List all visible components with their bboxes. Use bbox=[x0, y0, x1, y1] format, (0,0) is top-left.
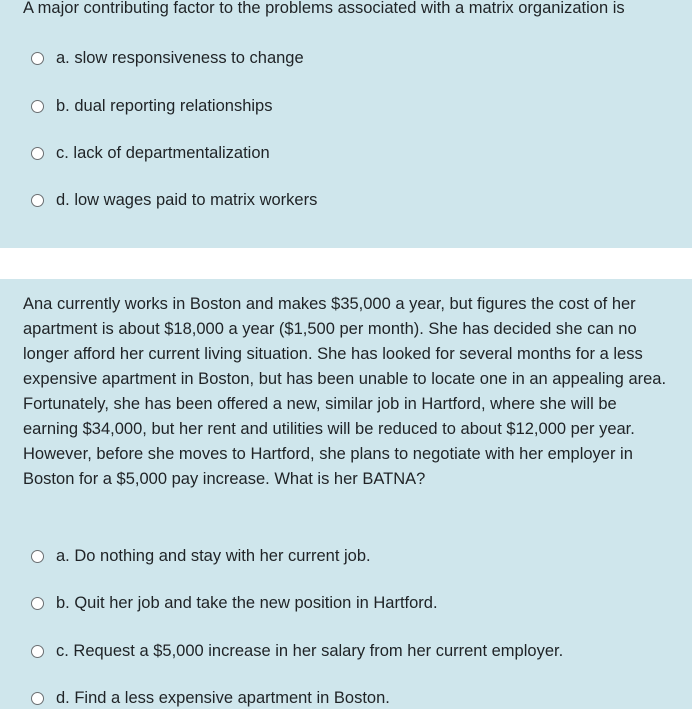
question-1-option-d[interactable] bbox=[31, 188, 317, 212]
option-label: d. Find a less expensive apartment in Boston. bbox=[56, 688, 390, 707]
radio-button[interactable] bbox=[31, 692, 44, 705]
option-label: b. dual reporting relationships bbox=[56, 96, 273, 115]
radio-button[interactable] bbox=[31, 194, 44, 207]
option-label: b. Quit her job and take the new position in Hartford. bbox=[56, 593, 438, 612]
radio-button[interactable] bbox=[31, 645, 44, 658]
question-1-text: A major contributing factor to the problems associated with a matrix organization is bbox=[23, 0, 625, 17]
option-label: c. lack of departmentalization bbox=[56, 143, 270, 162]
question-2-option-a[interactable] bbox=[31, 544, 371, 568]
question-2-option-d[interactable] bbox=[31, 686, 390, 710]
option-label: a. slow responsiveness to change bbox=[56, 48, 304, 67]
option-label: a. Do nothing and stay with her current job. bbox=[56, 546, 371, 565]
question-2-option-c[interactable] bbox=[31, 639, 563, 663]
radio-button[interactable] bbox=[31, 597, 44, 610]
radio-button[interactable] bbox=[31, 147, 44, 160]
question-1-option-a[interactable] bbox=[31, 46, 304, 70]
option-label: c. Request a $5,000 increase in her salary from her current employer. bbox=[56, 641, 564, 660]
radio-button[interactable] bbox=[31, 100, 44, 113]
radio-button[interactable] bbox=[31, 550, 44, 563]
radio-button[interactable] bbox=[31, 52, 44, 65]
option-label: d. low wages paid to matrix workers bbox=[56, 190, 318, 209]
question-2-text: Ana currently works in Boston and makes $35,000 a year, but figures the cost of her apartment is about $18,000 a year ($1,500 per month). She has decided she can no longer afford her current living situation. She has looked for several months for a less expensive apartment in Boston, but has been unable to locate one in an appealing area. Fortunately, she has been offered a new, similar job in Hartford, where she will be earning $34,000, but her rent and utilities will be reduced to about $12,000 per year. However, before she moves to Hartford, she plans to negotiate with her employer in Boston for a $5,000 pay increase. What is her BATNA? bbox=[23, 295, 667, 488]
question-card-2 bbox=[0, 279, 692, 709]
question-2-option-b[interactable] bbox=[31, 591, 438, 615]
question-card-1 bbox=[0, 0, 692, 248]
question-1-option-c[interactable] bbox=[31, 141, 270, 165]
question-1-option-b[interactable] bbox=[31, 94, 272, 118]
